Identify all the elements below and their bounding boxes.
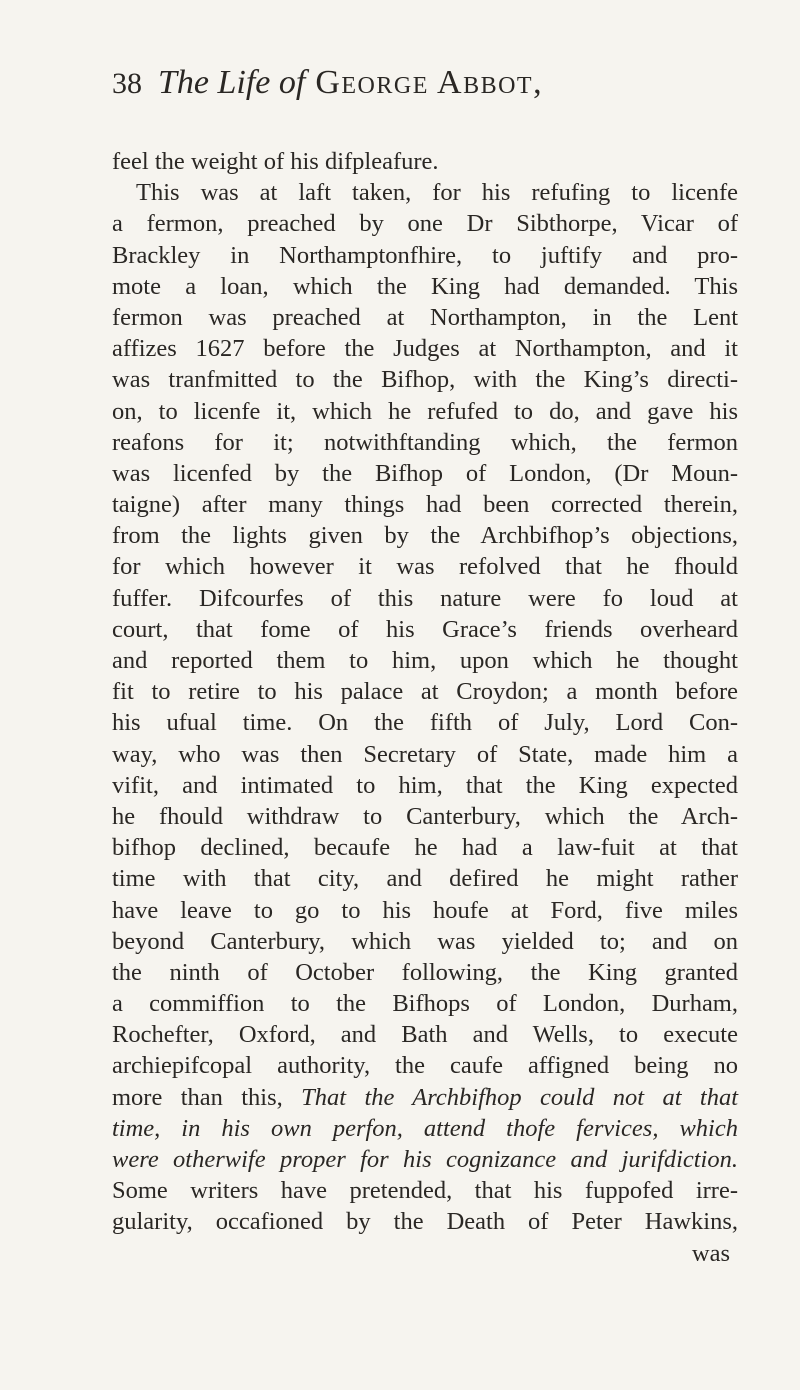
text-line: fuffer. Difcourfes of this nature were fo loud at — [112, 584, 738, 612]
running-head — [112, 64, 732, 108]
text-line: a commiffion to the Bifhops of London, Durham, — [112, 990, 738, 1018]
text-line: Rochefter, Oxford, and Bath and Wells, to execute — [112, 1021, 738, 1049]
text-line: was licenfed by the Bifhop of London, (Dr Moun- — [112, 459, 738, 487]
text-line: he fhould withdraw to Canterbury, which the Arch- — [112, 802, 738, 830]
text-line: gularity, occafioned by the Death of Peter Hawkins, — [112, 1208, 738, 1236]
text-line: This was at laft taken, for his refufing to licenfe — [136, 179, 738, 207]
italic-quote-line: were otherwife proper for his cognizance and jurifdiction. — [112, 1146, 738, 1173]
italic-quote-line: time, in his own perfon, attend thofe fervices, which — [112, 1114, 738, 1142]
text-line: from the lights given by the Archbifhop’s objections, — [112, 522, 738, 550]
text-line: way, who was then Secretary of State, made him a — [112, 740, 738, 768]
catchword: was — [691, 1239, 730, 1267]
text-line: reafons for it; notwithftanding which, the fermon — [112, 428, 738, 456]
text-line: Some writers have pretended, that his fuppofed irre- — [112, 1177, 738, 1205]
text-line: for which however it was refolved that he fhould — [112, 553, 738, 581]
text-line: archiepifcopal authority, the caufe affigned being no — [112, 1052, 738, 1080]
text-line: on, to licenfe it, which he refufed to do, and gave his — [112, 397, 738, 425]
text-line: feel the weight of his difpleafure. — [112, 148, 439, 175]
running-title-italic: The Life of — [158, 64, 306, 101]
page-number: 38 — [112, 67, 142, 100]
text-line: vifit, and intimated to him, that the King expected — [112, 771, 738, 799]
italic-quote: That the Archbifhop could not at that — [301, 1083, 739, 1111]
body-text — [112, 146, 738, 1269]
text-line-mixed — [112, 1082, 738, 1113]
text-line: court, that fome of his Grace’s friends overheard — [112, 615, 738, 643]
text-line: time with that city, and defired he might rather — [112, 865, 738, 893]
running-title-caps: George Abbot, — [315, 64, 544, 101]
text-line: his ufual time. On the fifth of July, Lord Con- — [112, 709, 738, 737]
text-line: fit to retire to his palace at Croydon; a month before — [112, 678, 738, 706]
text-line: the ninth of October following, the King granted — [112, 958, 738, 986]
text-line: Brackley in Northamptonfhire, to juftify and pro- — [112, 241, 738, 269]
text-segment: more than this, — [112, 1083, 283, 1111]
text-line: affizes 1627 before the Judges at Northampton, and it — [112, 335, 738, 363]
text-line: was tranfmitted to the Bifhop, with the King’s directi- — [112, 366, 738, 394]
text-line: beyond Canterbury, which was yielded to; and on — [112, 927, 738, 955]
text-line: fermon was preached at Northampton, in the Lent — [112, 303, 738, 331]
text-line: mote a loan, which the King had demanded. This — [112, 272, 738, 300]
text-line: a fermon, preached by one Dr Sibthorpe, Vicar of — [112, 210, 738, 238]
text-line: taigne) after many things had been corrected therein, — [112, 491, 738, 519]
text-line: have leave to go to his houfe at Ford, five miles — [112, 896, 738, 924]
text-line: bifhop declined, becaufe he had a law-fuit at that — [112, 834, 738, 862]
text-line: and reported them to him, upon which he thought — [112, 647, 738, 674]
